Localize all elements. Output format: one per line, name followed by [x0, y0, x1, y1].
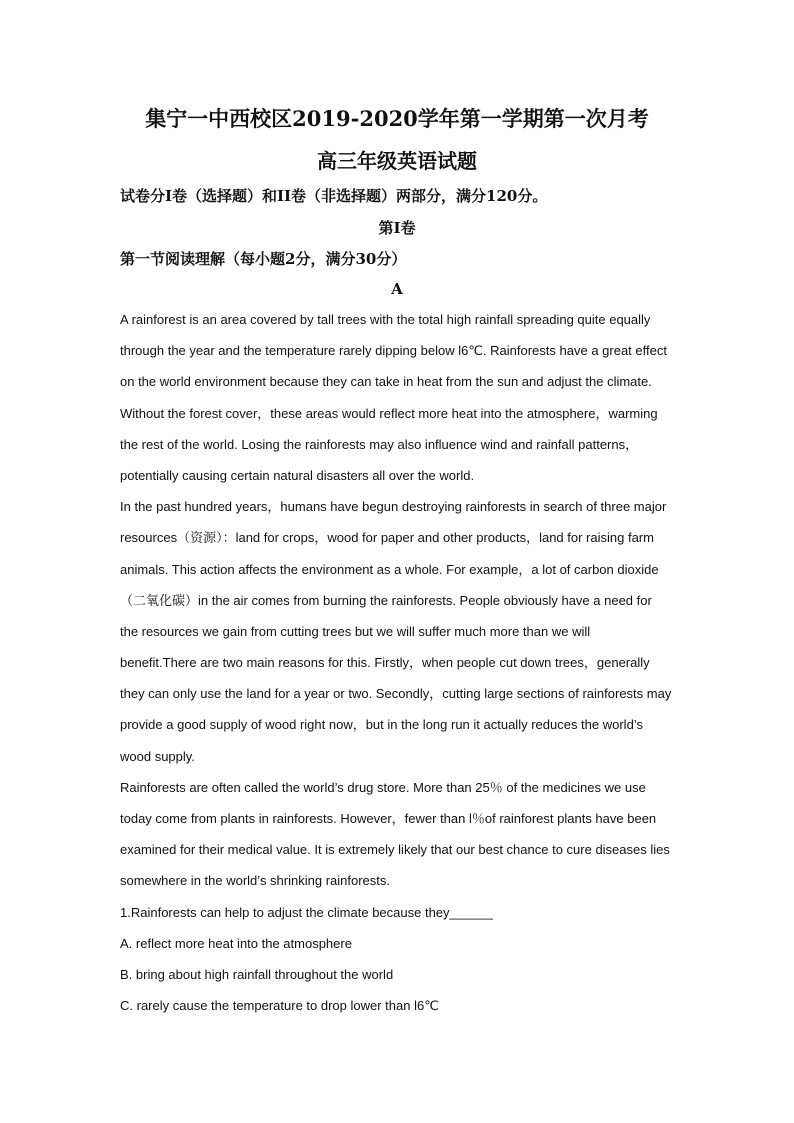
option-line: B. bring about high rainfall throughout the world	[120, 966, 394, 982]
part-heading: 第一节阅读理解（每小题2分，满分30分）	[120, 250, 407, 268]
text-line: resources（资源）：land for crops，wood for paper and other products，land for raising farm	[120, 530, 654, 546]
passage-text	[120, 304, 680, 1021]
text-line: the resources we gain from cutting trees but we will suffer much more than we will	[120, 623, 591, 639]
text-line: （二氧化碳）in the air comes from burning the rainforests. People obviously have a need for	[120, 592, 652, 608]
text-line: examined for their medical value. It is extremely likely that our best chance to cure diseases lies	[120, 842, 670, 858]
text-line: benefit.There are two main reasons for this. Firstly，when people cut down trees，generally	[120, 655, 650, 671]
text-line: animals. This action affects the environment as a whole. For example，a lot of carbon dioxide	[120, 561, 659, 577]
text-line: In the past hundred years，humans have begun destroying rainforests in search of three major	[120, 499, 667, 515]
text-line: through the year and the temperature rarely dipping below l6℃. Rainforests have a great effect	[120, 343, 667, 359]
text-line: A rainforest is an area covered by tall trees with the total high rainfall spreading quite equally	[120, 312, 651, 327]
passage-label: A	[391, 280, 403, 298]
text-line: they can only use the land for a year or two. Secondly，cutting large sections of rainforests may	[120, 686, 672, 702]
text-line: Rainforests are often called the world’s drug store. More than 25％ of the medicines we use	[120, 779, 646, 795]
text-line: on the world environment because they can take in heat from the sun and adjust the climate.	[120, 374, 652, 390]
option-line: C. rarely cause the temperature to drop lower than l6℃	[120, 998, 439, 1014]
text-line: somewhere in the world’s shrinking rainforests.	[120, 873, 390, 889]
text-line: Without the forest cover，these areas would reflect more heat into the atmosphere，warming	[120, 405, 658, 421]
text-line: potentially causing certain natural disasters all over the world.	[120, 467, 475, 483]
exam-subtitle: 高三年级英语试题	[317, 149, 477, 173]
text-line: wood supply.	[120, 748, 195, 764]
text-line: today come from plants in rainforests. However，fewer than l％of rainforest plants have been	[120, 811, 657, 826]
question-line: 1.Rainforests can help to adjust the climate because they______	[120, 904, 493, 920]
volume-heading: 第I卷	[378, 219, 416, 237]
exam-intro: 试卷分I卷（选择题）和II卷（非选择题）两部分，满分120分。	[120, 187, 548, 205]
text-line: provide a good supply of wood right now，but in the long run it actually reduces the world’s	[120, 717, 643, 733]
option-line: A. reflect more heat into the atmosphere	[120, 935, 352, 951]
exam-title: 集宁一中西校区2019-2020学年第一学期第一次月考	[145, 106, 649, 131]
text-line: the rest of the world. Losing the rainforests may also influence wind and rainfall patterns，	[120, 436, 639, 452]
